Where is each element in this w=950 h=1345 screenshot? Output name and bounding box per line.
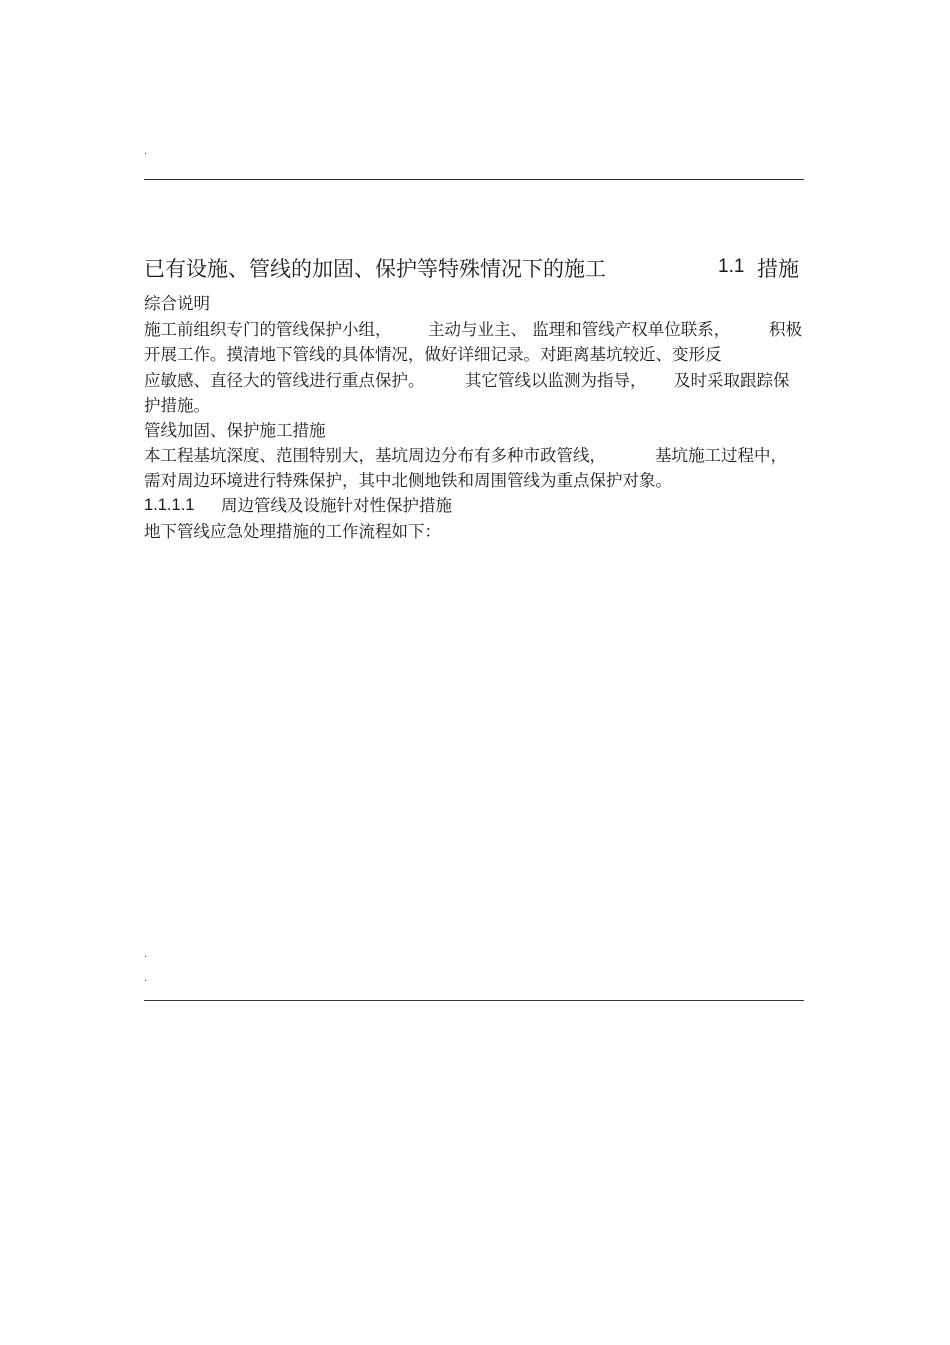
overview-line-3c: 及时采取跟踪保: [674, 371, 790, 390]
reinforce-line-2: 需对周边环境进行特殊保护，其中北侧地铁和周围管线为重点保护对象。: [144, 471, 672, 490]
overview-line-2: 开展工作。摸清地下管线的具体情况，做好详细记录。对距离基坑较近、变形反: [144, 345, 722, 364]
overview-line-1c: 积极: [769, 320, 802, 339]
flow-intro: 地下管线应急处理措施的工作流程如下：: [144, 522, 441, 541]
header-rule: [144, 179, 804, 180]
section-title: 已有设施、管线的加固、保护等特殊情况下的施工: [144, 257, 606, 281]
reinforce-line-1a: 本工程基坑深度、范围特别大，基坑周边分布有多种市政管线，: [144, 446, 606, 465]
overview-line-1b: 主动与业主、 监理和管线产权单位联系，: [428, 320, 731, 339]
footer-rule: [144, 1000, 804, 1001]
overview-line-4: 护措施。: [144, 396, 210, 415]
section-number: 1.1: [718, 256, 745, 277]
subsection-number: 1.1.1.1: [144, 496, 195, 514]
footer-marker: .: [144, 949, 148, 960]
header-marker: .: [144, 146, 148, 157]
overview-heading: 综合说明: [144, 294, 210, 313]
reinforce-line-1b: 基坑施工过程中，: [655, 446, 787, 465]
reinforce-heading: 管线加固、保护施工措施: [144, 421, 326, 440]
overview-line-1a: 施工前组织专门的管线保护小组，: [144, 320, 392, 339]
overview-line-3a: 应敏感、直径大的管线进行重点保护。: [144, 371, 425, 390]
overview-line-3b: 其它管线以监测为指导，: [465, 371, 647, 390]
subsection-title: 周边管线及设施针对性保护措施: [221, 496, 452, 515]
footer-marker: .: [144, 973, 148, 984]
section-title-tail: 措施: [757, 257, 799, 281]
